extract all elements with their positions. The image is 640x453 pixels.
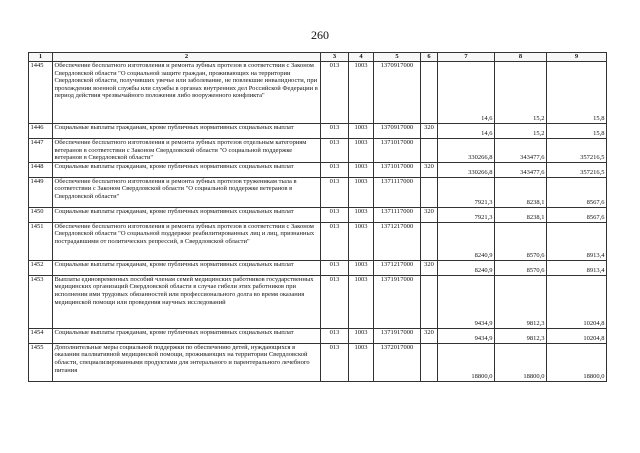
section-code-cell: 1003 bbox=[349, 62, 374, 124]
amount-year1-cell: 18800,0 bbox=[438, 343, 495, 381]
row-number-cell: 1455 bbox=[29, 343, 53, 381]
amount-year1-cell: 9434,9 bbox=[438, 328, 495, 343]
column-header: 8 bbox=[495, 53, 547, 62]
column-header: 5 bbox=[374, 53, 421, 62]
admin-code-cell: 013 bbox=[321, 139, 349, 163]
table-header-row bbox=[29, 53, 607, 62]
amount-year3-cell: 18800,0 bbox=[547, 343, 607, 381]
amount-year2-cell: 18800,0 bbox=[495, 343, 547, 381]
amount-year3-cell: 15,8 bbox=[547, 124, 607, 139]
target-code-cell: 1370917000 bbox=[374, 62, 421, 124]
amount-year1-cell: 9434,9 bbox=[438, 275, 495, 328]
amount-year3-cell: 8913,4 bbox=[547, 222, 607, 260]
amount-year3-cell: 8567,6 bbox=[547, 207, 607, 222]
row-name-cell: Социальные выплаты гражданам, кроме публичных нормативных социальных выплат bbox=[53, 260, 321, 275]
section-code-cell: 1003 bbox=[349, 139, 374, 163]
expense-type-cell: 320 bbox=[421, 328, 438, 343]
column-header: 2 bbox=[53, 53, 321, 62]
expense-type-cell bbox=[421, 275, 438, 328]
amount-year1-cell: 8240,9 bbox=[438, 222, 495, 260]
table-row bbox=[29, 328, 607, 343]
target-code-cell: 1372017000 bbox=[374, 343, 421, 381]
expense-type-cell: 320 bbox=[421, 207, 438, 222]
amount-year2-cell: 343477,6 bbox=[495, 162, 547, 177]
row-number-cell: 1452 bbox=[29, 260, 53, 275]
amount-year1-cell: 330266,8 bbox=[438, 139, 495, 163]
table-row bbox=[29, 260, 607, 275]
amount-year1-cell: 330266,8 bbox=[438, 162, 495, 177]
expense-type-cell bbox=[421, 222, 438, 260]
row-name-cell: Социальные выплаты гражданам, кроме публичных нормативных социальных выплат bbox=[53, 124, 321, 139]
amount-year2-cell: 343477,6 bbox=[495, 139, 547, 163]
target-code-cell: 1371017000 bbox=[374, 162, 421, 177]
admin-code-cell: 013 bbox=[321, 124, 349, 139]
amount-year2-cell: 9812,3 bbox=[495, 328, 547, 343]
amount-year2-cell: 8238,1 bbox=[495, 177, 547, 207]
amount-year3-cell: 357216,5 bbox=[547, 162, 607, 177]
row-name-cell: Социальные выплаты гражданам, кроме публичных нормативных социальных выплат bbox=[53, 207, 321, 222]
table-row bbox=[29, 343, 607, 381]
amount-year1-cell: 14,6 bbox=[438, 124, 495, 139]
admin-code-cell: 013 bbox=[321, 260, 349, 275]
amount-year1-cell: 8240,9 bbox=[438, 260, 495, 275]
table-row bbox=[29, 207, 607, 222]
column-header: 3 bbox=[321, 53, 349, 62]
amount-year2-cell: 15,2 bbox=[495, 124, 547, 139]
row-number-cell: 1450 bbox=[29, 207, 53, 222]
admin-code-cell: 013 bbox=[321, 62, 349, 124]
target-code-cell: 1371117000 bbox=[374, 177, 421, 207]
row-name-cell: Социальные выплаты гражданам, кроме публичных нормативных социальных выплат bbox=[53, 162, 321, 177]
row-number-cell: 1448 bbox=[29, 162, 53, 177]
target-code-cell: 1371117000 bbox=[374, 207, 421, 222]
amount-year1-cell: 7921,3 bbox=[438, 207, 495, 222]
row-number-cell: 1454 bbox=[29, 328, 53, 343]
amount-year3-cell: 357216,5 bbox=[547, 139, 607, 163]
admin-code-cell: 013 bbox=[321, 162, 349, 177]
amount-year2-cell: 8570,6 bbox=[495, 260, 547, 275]
target-code-cell: 1371917000 bbox=[374, 328, 421, 343]
amount-year2-cell: 15,2 bbox=[495, 62, 547, 124]
section-code-cell: 1003 bbox=[349, 124, 374, 139]
row-name-cell: Обеспечение бесплатного изготовления и ремонта зубных протезов отдельным категориям ветеранов в соответствии с Законом Свердловской области "О социальной поддержке ветеранов в Свердловской области" bbox=[53, 139, 321, 163]
expense-type-cell: 320 bbox=[421, 162, 438, 177]
column-header: 4 bbox=[349, 53, 374, 62]
target-code-cell: 1371017000 bbox=[374, 139, 421, 163]
target-code-cell: 1371217000 bbox=[374, 222, 421, 260]
admin-code-cell: 013 bbox=[321, 177, 349, 207]
budget-table bbox=[28, 52, 607, 382]
section-code-cell: 1003 bbox=[349, 207, 374, 222]
expense-type-cell bbox=[421, 177, 438, 207]
table-row bbox=[29, 62, 607, 124]
amount-year2-cell: 8570,6 bbox=[495, 222, 547, 260]
expense-type-cell bbox=[421, 139, 438, 163]
expense-type-cell: 320 bbox=[421, 124, 438, 139]
row-number-cell: 1447 bbox=[29, 139, 53, 163]
amount-year2-cell: 9812,3 bbox=[495, 275, 547, 328]
row-number-cell: 1445 bbox=[29, 62, 53, 124]
section-code-cell: 1003 bbox=[349, 328, 374, 343]
column-header: 6 bbox=[421, 53, 438, 62]
section-code-cell: 1003 bbox=[349, 260, 374, 275]
expense-type-cell bbox=[421, 62, 438, 124]
target-code-cell: 1371217000 bbox=[374, 260, 421, 275]
amount-year1-cell: 14,6 bbox=[438, 62, 495, 124]
column-header: 7 bbox=[438, 53, 495, 62]
admin-code-cell: 013 bbox=[321, 207, 349, 222]
row-name-cell: Обеспечение бесплатного изготовления и ремонта зубных протезов в соответствии с Законом Свердловской области "О социальной поддержке реабилитированных лиц и лиц, признанных пострадавшими от политических репрессий, в Свердловской области" bbox=[53, 222, 321, 260]
section-code-cell: 1003 bbox=[349, 162, 374, 177]
row-name-cell: Выплаты единовременных пособий членам семей медицинских работников государственных медицинских организаций Свердловской области в случае гибели этих работников при исполнении ими трудовых обязанностей или профессионального долга во время оказания медицинской помощи или проведения научных исследований bbox=[53, 275, 321, 328]
amount-year3-cell: 10204,8 bbox=[547, 328, 607, 343]
section-code-cell: 1003 bbox=[349, 275, 374, 328]
table-row bbox=[29, 124, 607, 139]
section-code-cell: 1003 bbox=[349, 222, 374, 260]
admin-code-cell: 013 bbox=[321, 222, 349, 260]
row-name-cell: Социальные выплаты гражданам, кроме публичных нормативных социальных выплат bbox=[53, 328, 321, 343]
column-header: 1 bbox=[29, 53, 53, 62]
table-row bbox=[29, 177, 607, 207]
admin-code-cell: 013 bbox=[321, 343, 349, 381]
row-number-cell: 1453 bbox=[29, 275, 53, 328]
section-code-cell: 1003 bbox=[349, 177, 374, 207]
amount-year3-cell: 8913,4 bbox=[547, 260, 607, 275]
amount-year3-cell: 15,8 bbox=[547, 62, 607, 124]
admin-code-cell: 013 bbox=[321, 328, 349, 343]
column-header: 9 bbox=[547, 53, 607, 62]
target-code-cell: 1370917000 bbox=[374, 124, 421, 139]
amount-year1-cell: 7921,3 bbox=[438, 177, 495, 207]
row-name-cell: Обеспечение бесплатного изготовления и ремонта зубных протезов труженикам тыла в соответствии с Законом Свердловской области "О социальной поддержке ветеранов в Свердловской области" bbox=[53, 177, 321, 207]
section-code-cell: 1003 bbox=[349, 343, 374, 381]
page-number: 260 bbox=[311, 28, 329, 42]
table-row bbox=[29, 222, 607, 260]
table-row bbox=[29, 139, 607, 163]
row-name-cell: Дополнительные меры социальной поддержки по обеспечению детей, нуждающихся в оказании паллиативной медицинской помощи, проживающих на территории Свердловской области, специализированными продуктами для энтерального и парентерального лечебного питания bbox=[53, 343, 321, 381]
row-number-cell: 1446 bbox=[29, 124, 53, 139]
admin-code-cell: 013 bbox=[321, 275, 349, 328]
amount-year3-cell: 10204,8 bbox=[547, 275, 607, 328]
row-number-cell: 1451 bbox=[29, 222, 53, 260]
expense-type-cell bbox=[421, 343, 438, 381]
row-name-cell: Обеспечение бесплатного изготовления и ремонта зубных протезов в соответствии с Законом Свердловской области "О социальной защите граждан, проживающих на территории Свердловской области, получивших увечье или заболевание, не повлекшие инвалидности, при прохождении военной службы или службы в органах внутренних дел Российской Федерации в период действия чрезвычайного положения либо вооруженного конфликта" bbox=[53, 62, 321, 124]
row-number-cell: 1449 bbox=[29, 177, 53, 207]
target-code-cell: 1371917000 bbox=[374, 275, 421, 328]
amount-year2-cell: 8238,1 bbox=[495, 207, 547, 222]
table-row bbox=[29, 275, 607, 328]
table-row bbox=[29, 162, 607, 177]
expense-type-cell: 320 bbox=[421, 260, 438, 275]
amount-year3-cell: 8567,6 bbox=[547, 177, 607, 207]
